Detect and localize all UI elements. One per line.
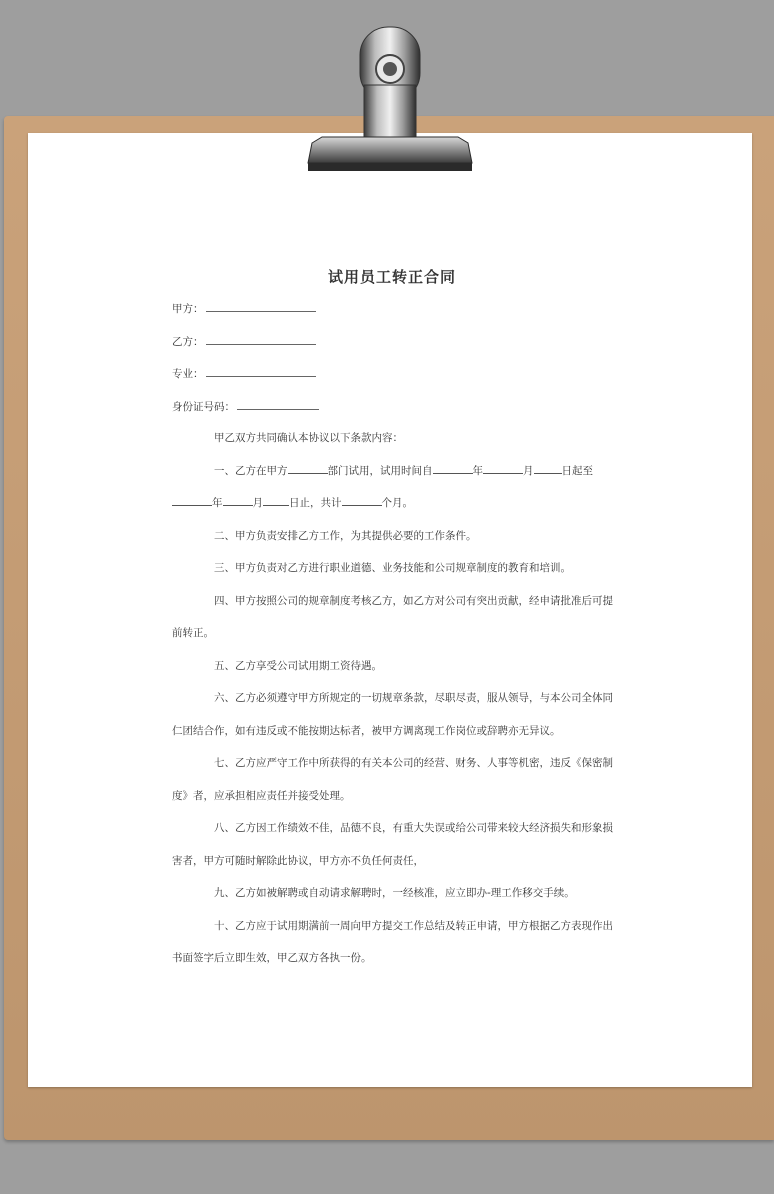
field-label: 专业： xyxy=(172,368,204,380)
clause-1-text: 月 xyxy=(523,464,534,477)
clause-line: 八、乙方因工作绩效不佳，品德不良，有重大失误或给公司带来较大经济损失和形象损 xyxy=(214,822,613,834)
clause-9 xyxy=(172,885,612,901)
blank-end-month xyxy=(223,495,253,506)
clause-1-text: 一、乙方在甲方 xyxy=(214,464,288,477)
fill-line xyxy=(206,300,316,312)
clause-3 xyxy=(172,560,612,576)
binder-clip-icon xyxy=(300,25,480,180)
clause-1-text: 月 xyxy=(252,497,263,509)
clause-7 xyxy=(172,755,612,804)
clause-1-text: 年 xyxy=(212,497,223,509)
clause-line: 书面签字后立即生效，甲乙双方各执一份。 xyxy=(172,952,372,964)
clause-line: 六、乙方必须遵守甲方所规定的一切规章条款，尽职尽责，服从领导，与本公司全体同 xyxy=(214,692,613,704)
field-label: 乙方： xyxy=(172,335,204,348)
clause-4 xyxy=(172,593,612,642)
clause-2 xyxy=(172,528,612,544)
clause-1-text: 日止，共计 xyxy=(289,497,342,509)
fill-line xyxy=(206,333,316,345)
field-party-b xyxy=(172,333,612,366)
clause-6 xyxy=(172,690,612,739)
field-label: 身份证号码： xyxy=(172,400,235,413)
intro-paragraph: 甲乙双方共同确认本协议以下条款内容： xyxy=(214,432,403,444)
clause-line: 仁团结合作，如有违反或不能按期达标者，被甲方调离现工作岗位或辞聘亦无异议。 xyxy=(172,724,561,737)
fill-line xyxy=(206,365,316,377)
contract-document xyxy=(172,266,612,983)
blank-department xyxy=(288,463,328,474)
page-title: 试用员工转正合同 xyxy=(327,268,456,286)
blank-start-year xyxy=(433,463,473,474)
field-id-number xyxy=(172,398,612,431)
clause-1-text: 年 xyxy=(472,464,483,477)
clause-line: 三、甲方负责对乙方进行职业道德、业务技能和公司规章制度的教育和培训。 xyxy=(214,562,571,574)
clause-5 xyxy=(172,658,612,674)
clause-line: 十、乙方应于试用期满前一周向甲方提交工作总结及转正申请，甲方根据乙方表现作出 xyxy=(214,919,613,932)
blank-end-day xyxy=(263,495,289,506)
blank-end-year xyxy=(172,495,212,506)
fill-line xyxy=(237,398,319,410)
blank-start-month xyxy=(483,463,523,474)
clause-10 xyxy=(172,918,612,967)
clause-8 xyxy=(172,820,612,869)
clause-line: 五、乙方享受公司试用期工资待遇。 xyxy=(214,659,382,672)
field-party-a xyxy=(172,300,612,333)
clause-1-text: 个月。 xyxy=(381,497,413,509)
clause-line: 前转正。 xyxy=(172,627,214,639)
field-major xyxy=(172,365,612,398)
field-label: 甲方： xyxy=(172,303,204,315)
clause-line: 害者，甲方可随时解除此协议，甲方亦不负任何责任， xyxy=(172,854,424,867)
clause-line: 七、乙方应严守工作中所获得的有关本公司的经营、财务、人事等机密，违反《保密制 xyxy=(214,757,613,769)
clause-line: 四、甲方按照公司的规章制度考核乙方，如乙方对公司有突出贡献，经申请批准后可提 xyxy=(214,594,613,607)
clause-line: 九、乙方如被解聘或自动请求解聘时，一经核准，应立即办-理工作移交手续。 xyxy=(214,887,575,899)
clause-1 xyxy=(172,463,612,512)
clause-1-text: 部门试用，试用时间自 xyxy=(327,464,433,477)
clause-line: 二、甲方负责安排乙方工作，为其提供必要的工作条件。 xyxy=(214,529,477,542)
clause-1-text: 日起至 xyxy=(561,464,593,477)
clause-line: 度》者，应承担相应责任并接受处理。 xyxy=(172,789,351,802)
blank-start-day xyxy=(534,463,562,474)
blank-months xyxy=(342,495,382,506)
